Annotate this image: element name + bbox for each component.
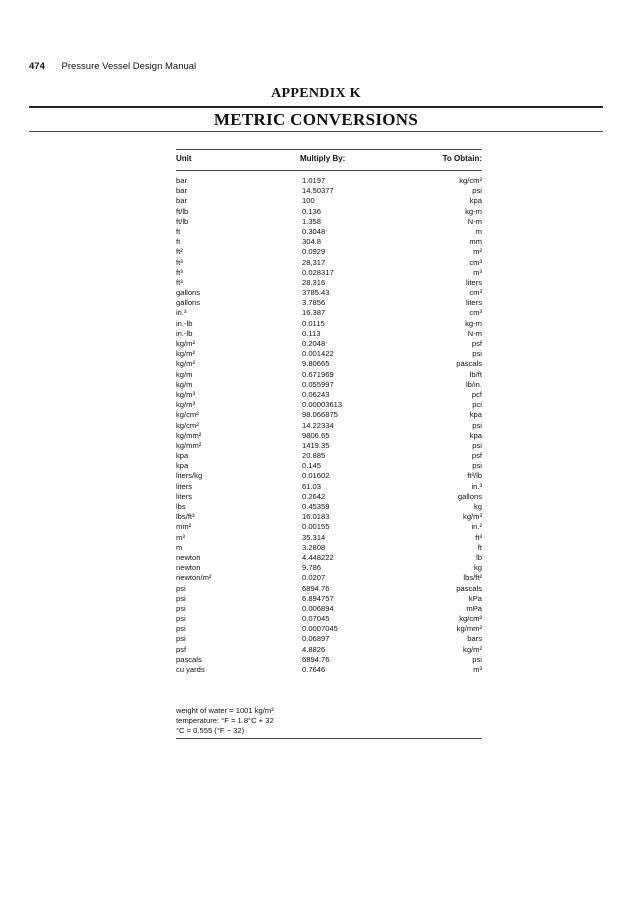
cell-result-unit: kpa [469, 196, 482, 206]
table-row [176, 298, 482, 308]
table-row [176, 461, 482, 471]
cell-multiplier: 3.7856 [302, 298, 326, 308]
cell-unit: ft/lb [176, 206, 189, 216]
cell-unit: kpa [176, 451, 189, 461]
cell-multiplier: 0.055997 [302, 379, 334, 389]
cell-unit: pascals [176, 654, 202, 664]
table-row [176, 522, 482, 532]
table-row [176, 349, 482, 359]
table-row [176, 390, 482, 400]
cell-multiplier: 9.786 [302, 563, 322, 573]
cell-result-unit: mPa [466, 603, 482, 613]
table-row [176, 176, 482, 186]
cell-unit: liters/kg [176, 471, 203, 481]
cell-result-unit: psf [471, 339, 482, 348]
cell-multiplier: 100 [302, 196, 315, 206]
cell-result-unit: psi [472, 349, 482, 359]
table-row [176, 268, 482, 278]
cell-result-unit: N-m [467, 216, 482, 226]
cell-multiplier: 28,317 [302, 257, 326, 267]
cell-multiplier: 28.316 [302, 277, 326, 287]
conversion-table [176, 176, 482, 675]
cell-unit: kg/mm² [176, 440, 202, 450]
cell-multiplier: 16.0183 [302, 512, 330, 522]
table-header [176, 154, 482, 166]
cell-multiplier: 61.03 [302, 481, 322, 491]
running-head [29, 61, 196, 72]
cell-result-unit: cm³ [469, 288, 482, 298]
cell-unit: m³ [176, 532, 185, 542]
cell-multiplier: 9806.65 [302, 430, 330, 440]
cell-result-unit: kg/m² [463, 644, 482, 654]
cell-unit: newton/m² [176, 573, 212, 583]
cell-result-unit: kg [473, 563, 482, 573]
cell-result-unit: gallons [457, 491, 482, 501]
table-top-rule [176, 149, 482, 150]
cell-multiplier: 4.448222 [302, 552, 334, 562]
cell-multiplier: 0.001422 [302, 349, 334, 359]
cell-result-unit: kpa [469, 410, 482, 420]
cell-multiplier: 0.671969 [302, 369, 334, 379]
header-unit: Unit [176, 154, 192, 163]
table-row [176, 563, 482, 573]
cell-result-unit: N-m [467, 328, 482, 338]
cell-multiplier: 0.06897 [302, 634, 330, 644]
cell-multiplier: 4.8826 [302, 644, 326, 654]
table-row [176, 186, 482, 196]
cell-unit: bar [176, 176, 187, 185]
cell-result-unit: psi [472, 186, 482, 196]
cell-unit: psi [176, 603, 186, 613]
table-row [176, 400, 482, 410]
cell-result-unit: psi [472, 654, 482, 664]
cell-unit: bar [176, 186, 187, 196]
cell-result-unit: pcf [471, 389, 482, 399]
table-row [176, 278, 482, 288]
cell-multiplier: 35.314 [302, 532, 326, 542]
cell-multiplier: 0.7646 [302, 665, 326, 674]
cell-result-unit: m³ [473, 267, 482, 277]
cell-multiplier: 6894.76 [302, 654, 330, 664]
cell-result-unit: kg [473, 502, 482, 511]
cell-result-unit: cm³ [469, 308, 482, 318]
cell-result-unit: in.³ [471, 481, 482, 491]
table-row [176, 655, 482, 665]
cell-multiplier: 14.22334 [302, 420, 334, 430]
cell-multiplier: 20.885 [302, 451, 326, 461]
cell-multiplier: 0.0115 [302, 318, 325, 328]
table-row [176, 339, 482, 349]
cell-unit: gallons [176, 298, 201, 308]
table-row [176, 329, 482, 339]
table-row [176, 380, 482, 390]
cell-result-unit: ft³/lb [467, 471, 482, 481]
cell-unit: in.-lb [176, 318, 193, 328]
cell-multiplier: 0.01602 [302, 471, 330, 481]
cell-multiplier: 9.80665 [302, 359, 330, 369]
cell-unit: in.-lb [176, 328, 193, 338]
cell-multiplier: 0.028317 [302, 267, 334, 277]
cell-result-unit: in.² [471, 522, 482, 532]
page-number: 474 [29, 61, 45, 72]
cell-result-unit: kg/cm² [459, 176, 482, 185]
cell-result-unit: cm³ [469, 257, 482, 267]
cell-unit: kg/m² [176, 349, 195, 359]
table-row [176, 604, 482, 614]
table-row [176, 584, 482, 594]
cell-result-unit: kg-m [465, 318, 482, 328]
cell-unit: lbs [176, 502, 186, 511]
cell-unit: gallons [176, 288, 201, 298]
cell-unit: kg/m² [176, 339, 195, 348]
cell-unit: kg/cm² [176, 410, 199, 420]
cell-multiplier: 0.07045 [302, 614, 330, 624]
table-row [176, 237, 482, 247]
cell-result-unit: lb [476, 552, 482, 562]
header-multiply-by: Multiply By: [300, 154, 346, 163]
note-water-weight: weight of water = 1001 kg/m³ [176, 706, 274, 715]
cell-result-unit: m² [473, 247, 482, 257]
cell-result-unit: mm [469, 237, 482, 247]
cell-unit: kg/m³ [176, 400, 195, 410]
table-row [176, 573, 482, 583]
cell-unit: m [176, 542, 183, 552]
cell-multiplier: 0.0207 [302, 573, 326, 583]
cell-result-unit: psi [472, 440, 482, 450]
table-row [176, 359, 482, 369]
cell-unit: kg/cm² [176, 420, 199, 430]
table-row [176, 258, 482, 268]
note-temperature-c: °C = 0.555 (°F − 32) [176, 726, 245, 736]
cell-multiplier: 0.113 [302, 328, 321, 338]
cell-unit: psi [176, 634, 186, 644]
table-row [176, 533, 482, 543]
cell-multiplier: 0.2642 [302, 491, 326, 501]
cell-result-unit: ft³ [475, 532, 482, 542]
cell-result-unit: pascals [456, 583, 482, 593]
cell-unit: kg/mm² [176, 430, 202, 440]
header-to-obtain: To Obtain: [442, 154, 482, 163]
cell-multiplier: 14.50377 [302, 186, 334, 196]
cell-unit: cu yards [176, 665, 205, 674]
cell-multiplier: 0.0929 [302, 247, 326, 257]
cell-multiplier: 0.3048 [302, 226, 326, 236]
cell-result-unit: kg/cm² [459, 614, 482, 624]
cell-multiplier: 1419.35 [302, 440, 330, 450]
table-row [176, 492, 482, 502]
table-row [176, 553, 482, 563]
table-row [176, 217, 482, 227]
cell-unit: psi [176, 593, 186, 603]
table-row [176, 441, 482, 451]
cell-unit: bar [176, 196, 187, 206]
cell-unit: ft/lb [176, 216, 189, 226]
cell-multiplier: 0.06243 [302, 389, 330, 399]
cell-unit: ft³ [176, 257, 183, 267]
table-row [176, 645, 482, 655]
table-row [176, 431, 482, 441]
cell-result-unit: liters [465, 277, 482, 287]
cell-multiplier: 98.066875 [302, 410, 338, 420]
cell-result-unit: lb/in. [465, 379, 482, 389]
cell-multiplier: 0.006894 [302, 603, 334, 613]
table-row [176, 421, 482, 431]
cell-unit: lbs/ft³ [176, 512, 195, 522]
cell-multiplier: 3.2808 [302, 542, 326, 552]
table-row [176, 614, 482, 624]
table-row [176, 227, 482, 237]
table-bottom-rule [176, 738, 482, 739]
cell-result-unit: ft [477, 542, 482, 552]
cell-unit: kg/m [176, 379, 193, 389]
cell-multiplier: 0.145 [302, 461, 322, 471]
cell-unit: kg/m³ [176, 389, 195, 399]
cell-multiplier: 3785.43 [302, 288, 330, 298]
cell-unit: liters [176, 491, 193, 501]
cell-result-unit: m [475, 226, 482, 236]
cell-result-unit: kg/mm² [456, 624, 482, 634]
table-row [176, 471, 482, 481]
cell-result-unit: kg-m [465, 206, 482, 216]
table-row [176, 207, 482, 217]
cell-unit: newton [176, 552, 201, 562]
cell-multiplier: 304.8 [302, 237, 322, 247]
cell-multiplier: 0.2048 [302, 339, 326, 348]
table-row [176, 319, 482, 329]
cell-result-unit: liters [465, 298, 482, 308]
title-rule [29, 131, 603, 132]
table-row [176, 624, 482, 634]
cell-unit: newton [176, 563, 201, 573]
note-temperature-f: temperature: °F = 1.8°C + 32 [176, 716, 274, 726]
cell-multiplier: 0.136 [302, 206, 322, 216]
cell-result-unit: bars [467, 634, 482, 644]
cell-unit: ft [176, 226, 181, 236]
cell-multiplier: 6.894757 [302, 593, 334, 603]
table-row [176, 308, 482, 318]
table-row [176, 370, 482, 380]
cell-unit: ft³ [176, 267, 183, 277]
table-row [176, 512, 482, 522]
cell-result-unit: kpa [469, 430, 482, 440]
cell-multiplier: 6894.76 [302, 583, 330, 593]
table-row [176, 451, 482, 461]
cell-unit: in.³ [176, 308, 187, 318]
cell-unit: kg/m² [176, 359, 195, 369]
cell-result-unit: psf [471, 451, 482, 461]
book-title: Pressure Vessel Design Manual [61, 61, 197, 72]
cell-multiplier: 0.00155 [302, 522, 330, 532]
cell-result-unit: m³ [473, 665, 482, 674]
table-row [176, 482, 482, 492]
table-notes [176, 706, 274, 737]
cell-unit: psi [176, 614, 186, 624]
cell-result-unit: pascals [456, 359, 482, 369]
cell-multiplier: 1.0197 [302, 176, 326, 185]
cell-unit: liters [176, 481, 193, 491]
table-row [176, 502, 482, 512]
table-row [176, 634, 482, 644]
section-title: METRIC CONVERSIONS [213, 110, 419, 129]
cell-result-unit: psi [472, 420, 482, 430]
cell-result-unit: kPa [468, 593, 482, 603]
cell-unit: psf [176, 644, 187, 654]
cell-unit: ft² [176, 247, 183, 257]
table-row [176, 288, 482, 298]
cell-unit: ft³ [176, 277, 183, 287]
cell-result-unit: psi [472, 461, 482, 471]
table-row [176, 543, 482, 553]
cell-result-unit: lbs/ft² [463, 573, 482, 583]
header-rule [176, 170, 482, 171]
cell-unit: ft [176, 237, 181, 247]
table-row [176, 410, 482, 420]
top-rule [29, 106, 603, 108]
cell-multiplier: 0.45359 [302, 502, 330, 511]
cell-unit: psi [176, 624, 186, 634]
table-row [176, 665, 482, 675]
cell-multiplier: 0.0007045 [302, 624, 338, 634]
appendix-label: APPENDIX K [271, 86, 361, 101]
cell-result-unit: pci [472, 400, 482, 410]
cell-unit: kg/m [176, 369, 193, 379]
cell-unit: mm² [176, 522, 192, 532]
cell-unit: psi [176, 583, 186, 593]
cell-multiplier: 16.387 [302, 308, 326, 318]
table-row [176, 247, 482, 257]
cell-multiplier: 1.358 [302, 216, 322, 226]
cell-unit: kpa [176, 461, 189, 471]
cell-result-unit: kg/m³ [463, 512, 482, 522]
table-row [176, 196, 482, 206]
table-row [176, 594, 482, 604]
cell-result-unit: lb/ft [469, 369, 482, 379]
cell-multiplier: 0.00003613 [302, 400, 343, 410]
